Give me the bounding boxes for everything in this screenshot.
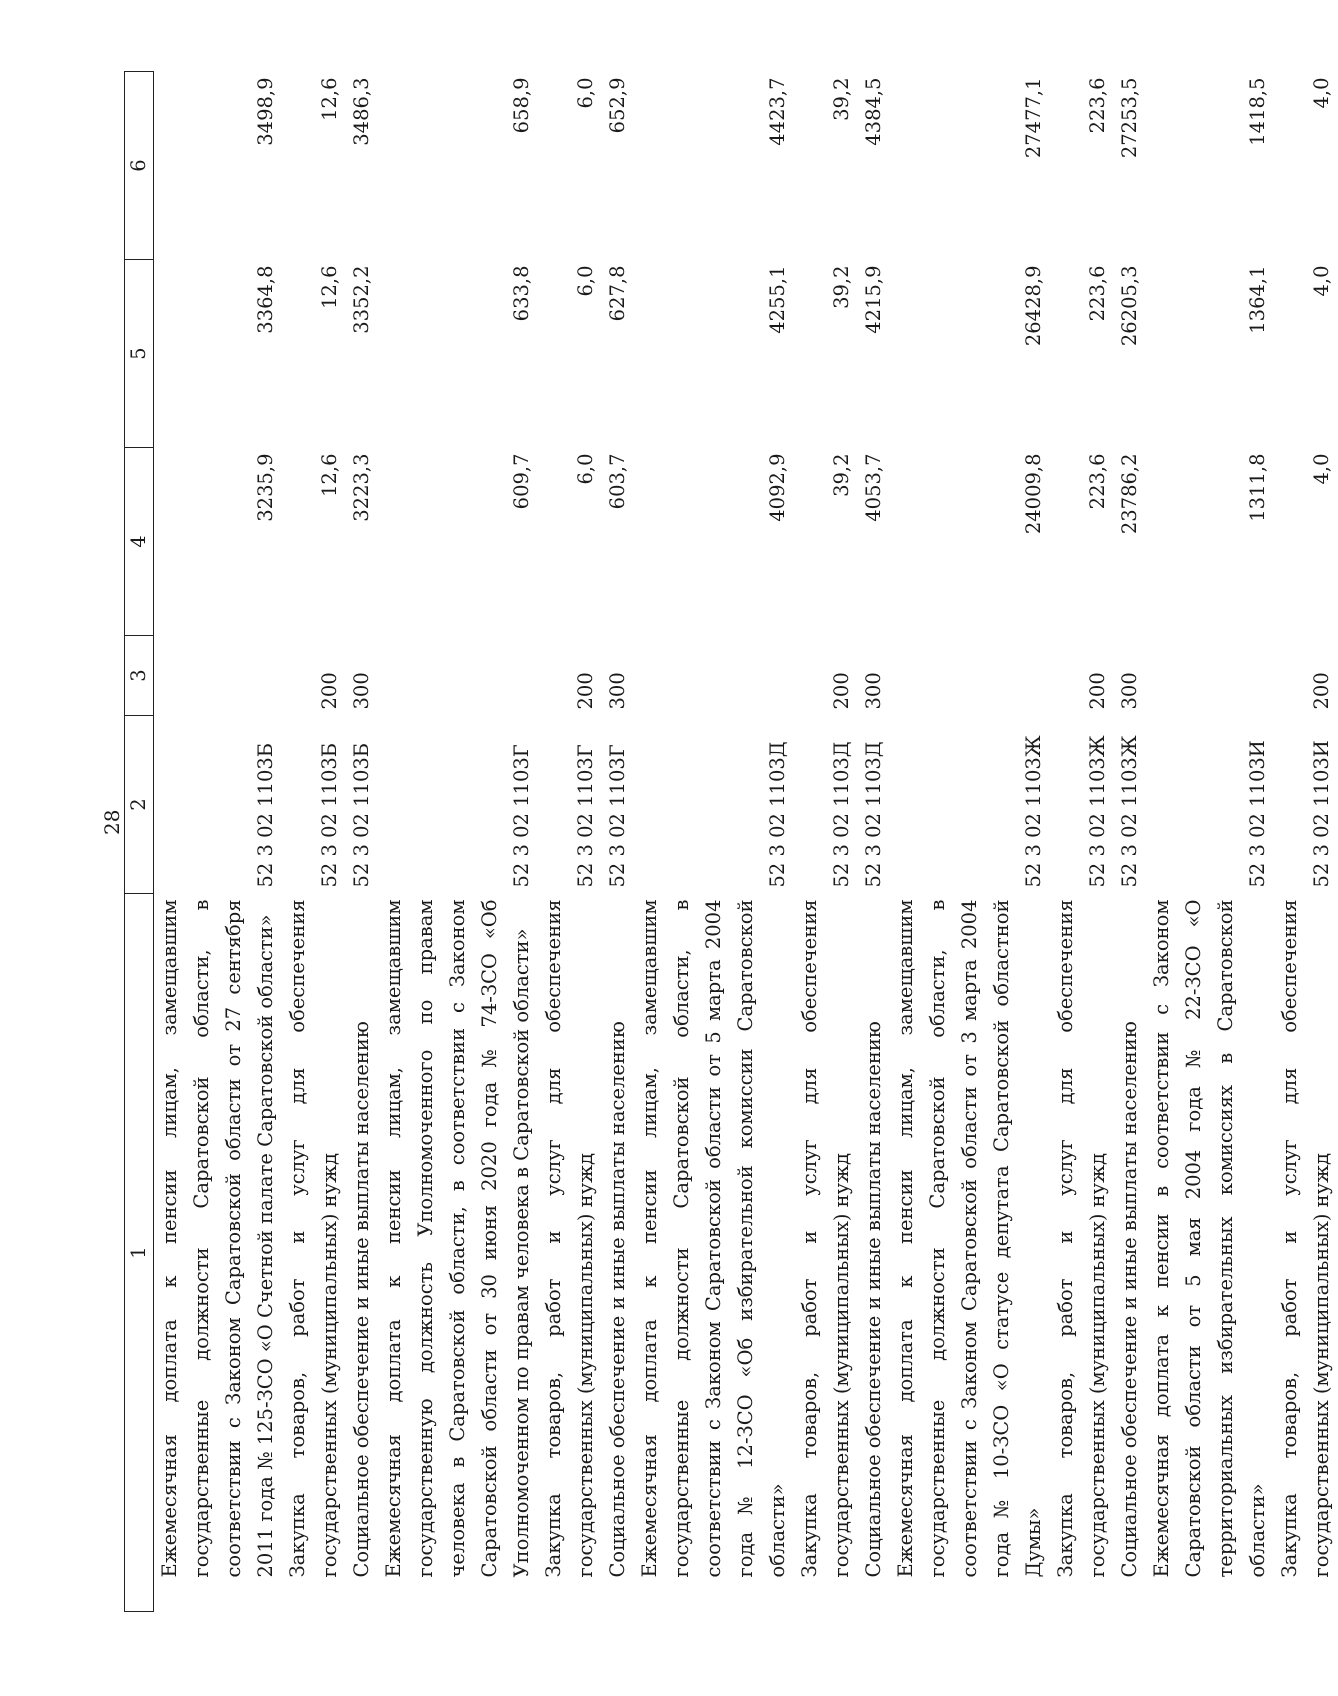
table-row bbox=[634, 72, 794, 1612]
table-row bbox=[346, 72, 378, 1612]
column-header: 1 bbox=[125, 894, 154, 1612]
amount-cell: 3223,3 bbox=[350, 453, 373, 522]
amount-cell: 4215,9 bbox=[862, 265, 885, 334]
expense-name-cell: Социальное обеспечение и иные выплаты населению bbox=[862, 1021, 885, 1578]
expense-name-cell: Ежемесячная доплата к пенсии лицам, замещавшим государственные должности Саратовской области, в соответствии с Законом Саратовской области от 27 сентября 2011 года № 125-ЗСО «О Счетной палате Саратовской области» bbox=[158, 899, 277, 1578]
expense-name-cell: Социальное обеспечение и иные выплаты населению bbox=[606, 1021, 629, 1578]
expense-type-cell: 200 bbox=[318, 672, 341, 710]
amount-cell: 4384,5 bbox=[862, 77, 885, 146]
amount-cell: 4053,7 bbox=[862, 453, 885, 522]
amount-cell: 3486,3 bbox=[350, 77, 373, 146]
expense-type-cell: 200 bbox=[1310, 672, 1333, 710]
table-row bbox=[1114, 72, 1146, 1612]
amount-cell: 4,0 bbox=[1310, 77, 1333, 109]
amount-cell: 4,0 bbox=[1310, 453, 1333, 485]
expense-name-cell: Ежемесячная доплата к пенсии лицам, замещавшим государственную должность Уполномоченного по правам человека в Саратовской области, в соответствии с Законом Саратовской области от 30 июня 2020 года № 74-ЗСО «Об Уполномоченном по правам человека в Саратовской области» bbox=[382, 899, 533, 1578]
target-article-cell: 52 3 02 1103Д bbox=[862, 741, 885, 888]
target-article-cell: 52 3 02 1103Д bbox=[766, 741, 789, 888]
amount-cell: 1364,1 bbox=[1246, 265, 1269, 334]
expense-name-cell: Ежемесячная доплата к пенсии в соответствии с Законом Саратовской области от 5 мая 2004 года № 22-ЗСО «О территориальных избирательных комиссиях в Саратовской области» bbox=[1150, 899, 1269, 1578]
amount-cell: 4092,9 bbox=[766, 453, 789, 522]
budget-table bbox=[124, 71, 1338, 1612]
amount-cell: 26428,9 bbox=[1022, 265, 1045, 347]
table-row bbox=[602, 72, 634, 1612]
amount-cell: 27477,1 bbox=[1022, 77, 1045, 159]
expense-type-cell: 300 bbox=[350, 672, 373, 710]
table-row bbox=[538, 72, 602, 1612]
table-body bbox=[154, 72, 1338, 1612]
target-article-cell: 52 3 02 1103Г bbox=[574, 744, 597, 888]
amount-cell: 4255,1 bbox=[766, 265, 789, 334]
target-article-cell: 52 3 02 1103Б bbox=[254, 742, 277, 888]
column-header: 6 bbox=[125, 72, 154, 260]
amount-cell: 4,0 bbox=[1310, 265, 1333, 297]
target-article-cell: 52 3 02 1103Ж bbox=[1086, 735, 1109, 888]
expense-type-cell: 200 bbox=[574, 672, 597, 710]
amount-cell: 4423,7 bbox=[766, 77, 789, 146]
expense-type-cell: 300 bbox=[1118, 672, 1141, 710]
table-row bbox=[1050, 72, 1114, 1612]
amount-cell: 652,9 bbox=[606, 77, 629, 134]
expense-type-cell: 300 bbox=[606, 672, 629, 710]
expense-type-cell bbox=[1146, 636, 1274, 716]
expense-type-cell bbox=[378, 636, 538, 716]
page-number: 28 bbox=[100, 809, 124, 835]
target-article-cell: 52 3 02 1103Г bbox=[606, 744, 629, 888]
table-header-row bbox=[125, 72, 154, 1612]
amount-cell: 1418,5 bbox=[1246, 77, 1269, 146]
amount-cell: 603,7 bbox=[606, 453, 629, 510]
table-row bbox=[794, 72, 858, 1612]
target-article-cell: 52 3 02 1103Ж bbox=[1022, 735, 1045, 888]
table-row bbox=[154, 72, 283, 1612]
amount-cell: 3364,8 bbox=[254, 265, 277, 334]
table-row bbox=[378, 72, 538, 1612]
target-article-cell: 52 3 02 1103Б bbox=[318, 742, 341, 888]
expense-type-cell bbox=[890, 636, 1050, 716]
amount-cell: 3498,9 bbox=[254, 77, 277, 146]
target-article-cell: 52 3 02 1103И bbox=[1246, 740, 1269, 888]
table-row bbox=[858, 72, 890, 1612]
table-row bbox=[890, 72, 1050, 1612]
amount-cell: 627,8 bbox=[606, 265, 629, 322]
table-row bbox=[282, 72, 346, 1612]
target-article-cell: 52 3 02 1103Д bbox=[830, 741, 853, 888]
amount-cell: 12,6 bbox=[318, 453, 341, 497]
amount-cell: 609,7 bbox=[510, 453, 533, 510]
expense-type-cell: 300 bbox=[862, 672, 885, 710]
column-header: 5 bbox=[125, 260, 154, 448]
column-header: 3 bbox=[125, 636, 154, 716]
amount-cell: 6,0 bbox=[574, 453, 597, 485]
table-header bbox=[125, 72, 154, 1612]
amount-cell: 223,6 bbox=[1086, 453, 1109, 510]
table-row bbox=[1274, 72, 1338, 1612]
expense-name-cell: Закупка товаров, работ и услуг для обеспечения государственных (муниципальных) нужд bbox=[542, 899, 597, 1578]
column-header: 4 bbox=[125, 448, 154, 636]
amount-cell: 12,6 bbox=[318, 265, 341, 309]
column-header: 2 bbox=[125, 716, 154, 894]
expense-name-cell: Ежемесячная доплата к пенсии лицам, замещавшим государственные должности Саратовской области, в соответствии с Законом Саратовской области от 5 марта 2004 года № 12-ЗСО «Об избирательной комиссии Саратовской области» bbox=[638, 899, 789, 1578]
amount-cell: 24009,8 bbox=[1022, 453, 1045, 535]
amount-cell: 23786,2 bbox=[1118, 453, 1141, 535]
table-row bbox=[1146, 72, 1274, 1612]
expense-type-cell bbox=[154, 636, 283, 716]
amount-cell: 3352,2 bbox=[350, 265, 373, 334]
expense-name-cell: Закупка товаров, работ и услуг для обеспечения государственных (муниципальных) нужд bbox=[1278, 899, 1333, 1578]
expense-name-cell: Закупка товаров, работ и услуг для обеспечения государственных (муниципальных) нужд bbox=[798, 899, 853, 1578]
expense-type-cell: 200 bbox=[1086, 672, 1109, 710]
target-article-cell: 52 3 02 1103Ж bbox=[1118, 735, 1141, 888]
amount-cell: 39,2 bbox=[830, 265, 853, 309]
amount-cell: 26205,3 bbox=[1118, 265, 1141, 347]
amount-cell: 658,9 bbox=[510, 77, 533, 134]
amount-cell: 39,2 bbox=[830, 453, 853, 497]
expense-type-cell: 200 bbox=[830, 672, 853, 710]
target-article-cell: 52 3 02 1103Б bbox=[350, 742, 373, 888]
expense-name-cell: Ежемесячная доплата к пенсии лицам, замещавшим государственные должности Саратовской области, в соответствии с Законом Саратовской области от 3 марта 2004 года № 10-ЗСО «О статусе депутата Саратовской областной Думы» bbox=[894, 899, 1045, 1578]
amount-cell: 633,8 bbox=[510, 265, 533, 322]
amount-cell: 223,6 bbox=[1086, 265, 1109, 322]
amount-cell: 27253,5 bbox=[1118, 77, 1141, 159]
budget-table-sheet bbox=[124, 72, 1338, 1612]
amount-cell: 6,0 bbox=[574, 77, 597, 109]
expense-name-cell: Закупка товаров, работ и услуг для обеспечения государственных (муниципальных) нужд bbox=[1054, 899, 1109, 1578]
expense-name-cell: Социальное обеспечение и иные выплаты населению bbox=[350, 1021, 373, 1578]
expense-type-cell bbox=[634, 636, 794, 716]
amount-cell: 12,6 bbox=[318, 77, 341, 121]
amount-cell: 6,0 bbox=[574, 265, 597, 297]
amount-cell: 39,2 bbox=[830, 77, 853, 121]
target-article-cell: 52 3 02 1103И bbox=[1310, 740, 1333, 888]
target-article-cell: 52 3 02 1103Г bbox=[510, 744, 533, 888]
expense-name-cell: Закупка товаров, работ и услуг для обеспечения государственных (муниципальных) нужд bbox=[286, 899, 341, 1578]
amount-cell: 1311,8 bbox=[1246, 453, 1269, 522]
amount-cell: 223,6 bbox=[1086, 77, 1109, 134]
amount-cell: 3235,9 bbox=[254, 453, 277, 522]
expense-name-cell: Социальное обеспечение и иные выплаты населению bbox=[1118, 1021, 1141, 1578]
